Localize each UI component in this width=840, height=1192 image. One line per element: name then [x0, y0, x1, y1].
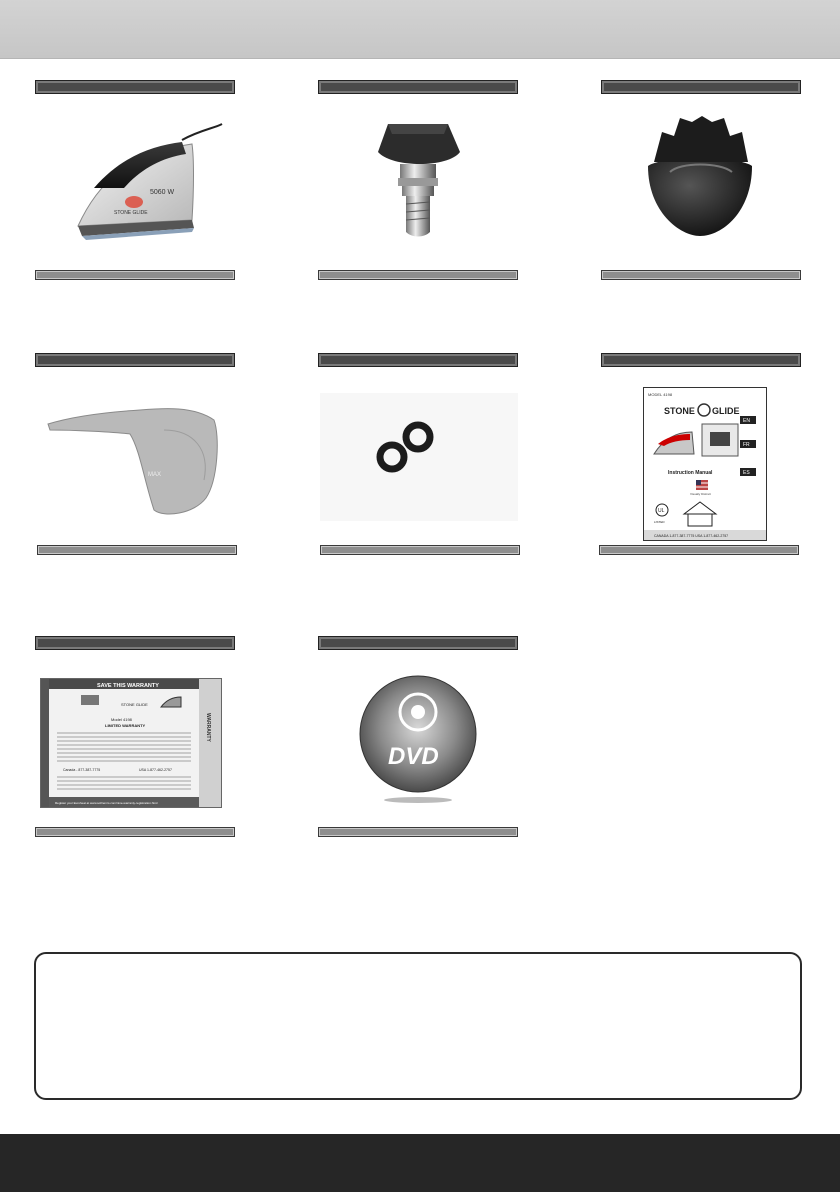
item-caption-bar-gaskets [320, 545, 520, 555]
manual-flag-caption: Visually Distinct [690, 492, 711, 496]
manual-model-line: MODEL 4198 [648, 392, 673, 397]
dvd-disc-image [358, 672, 478, 806]
water-plug-image [368, 112, 468, 248]
item-caption-bar-cap [601, 270, 801, 280]
item-label-bar-plug [318, 80, 518, 94]
manual-brand-stone: STONE [664, 406, 695, 416]
manual-brand-glide: GLIDE [712, 406, 740, 416]
manual-footer: CANADA 1-877-387-7775 USA 1-877-462-2757 [654, 534, 729, 538]
warranty-side-label: WARRANTY [205, 713, 211, 742]
svg-text:MAX: MAX [148, 472, 162, 478]
note-box [34, 952, 802, 1100]
item-caption-bar-dvd [318, 827, 518, 837]
item-label-bar-iron [35, 80, 235, 94]
warranty-header: SAVE THIS WARRANTY [97, 683, 159, 689]
manual-lang-es: ES [743, 470, 750, 476]
manual-lang-en: EN [743, 418, 750, 424]
item-caption-bar-hose [37, 545, 237, 555]
warranty-phone-usa: USA 1-877-462-2757 [139, 768, 172, 772]
item-label-bar-hose [35, 353, 235, 367]
item-label-bar-manual [601, 353, 801, 367]
manual-title: Instruction Manual [668, 470, 713, 476]
item-label-bar-gaskets [318, 353, 518, 367]
tank-cap-image [640, 112, 760, 242]
boiler-cover-image [44, 390, 224, 524]
instruction-manual-image [643, 387, 767, 541]
item-caption-bar-plug [318, 270, 518, 280]
footer-band [0, 1134, 840, 1192]
warranty-brand: STONE GLIDE [121, 702, 148, 707]
warranty-title: LIMITED WARRANTY [105, 723, 146, 728]
warranty-phone-canada: Canada - 877-387-7775 [63, 768, 101, 772]
manual-lang-fr: FR [743, 442, 750, 448]
item-caption-bar-warranty [35, 827, 235, 837]
item-label-bar-warranty [35, 636, 235, 650]
gasket-rings-image [320, 393, 518, 521]
item-caption-bar-manual [599, 545, 799, 555]
iron-model-text: 5060 W [150, 189, 175, 196]
item-label-bar-dvd [318, 636, 518, 650]
warranty-model: Model 4198 [111, 717, 132, 722]
header-band [0, 0, 840, 59]
item-caption-bar-iron [35, 270, 235, 280]
manual-ul-listed: LISTED [654, 520, 665, 524]
steam-iron-image [70, 118, 230, 248]
item-label-bar-cap [601, 80, 801, 94]
iron-brand-text: STONE GLIDE [114, 210, 148, 216]
warranty-register-text: Register your Euroheat at www.sofiremrs.com/nine-warranty-registration.html [55, 801, 158, 805]
warranty-card-image [40, 678, 222, 808]
manual-ul-mark: UL [658, 508, 665, 514]
dvd-logo-text: DVD [388, 743, 439, 770]
